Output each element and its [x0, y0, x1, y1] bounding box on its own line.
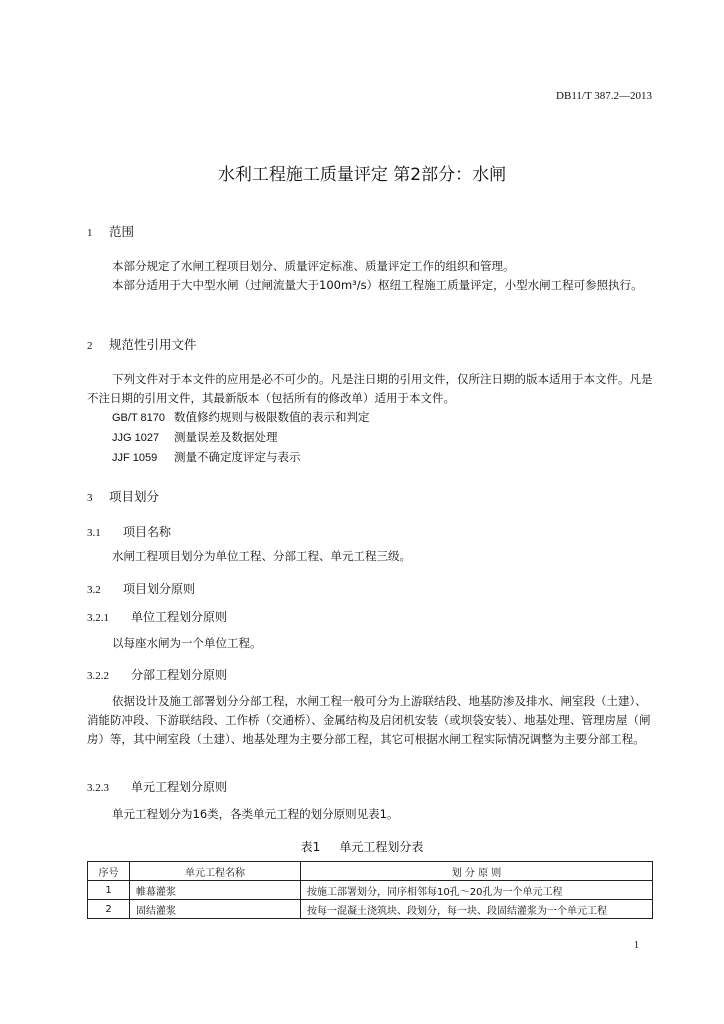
table-label: 表1: [300, 840, 321, 854]
row-index: 1: [88, 881, 130, 900]
table-title: 单元工程划分表: [339, 840, 424, 854]
document-title: 水利工程施工质量评定 第2部分：水闸: [217, 165, 507, 185]
table-row: [88, 881, 653, 900]
paragraph: 以每座水闸为一个单位工程。: [112, 636, 262, 650]
section-number: 2: [87, 340, 93, 352]
section-1-body: [87, 257, 654, 295]
paragraph: 下列文件对于本文件的应用是必不可少的。凡是注日期的引用文件，仅所注日期的版本适用于本文件。凡是不注日期的引用文件，其最新版本（包括所有的修改单）适用于本文件。: [87, 372, 653, 405]
column-header: 划 分 原 则: [301, 862, 653, 881]
reference-code: GB/T 8170: [112, 412, 165, 424]
unit-division-table: [87, 861, 653, 919]
reference-item: [112, 428, 370, 448]
section-title: 规范性引用文件: [109, 337, 197, 352]
section-number: 3.2.3: [87, 782, 109, 794]
reference-item: [112, 408, 370, 428]
section-1-heading: [87, 222, 134, 240]
section-3-2-heading: [87, 580, 195, 597]
section-3-2-3-heading: [87, 778, 227, 795]
section-title: 范围: [109, 224, 135, 239]
row-index: 2: [88, 900, 130, 919]
reference-title: 测量不确定度评定与表示: [174, 450, 301, 464]
reference-item: [112, 448, 370, 468]
section-number: 1: [87, 227, 93, 239]
section-title: 项目划分原则: [123, 582, 196, 596]
section-3-heading: [87, 487, 159, 505]
section-title: 项目划分: [109, 489, 160, 504]
section-title: 单元工程划分原则: [131, 780, 228, 794]
section-number: 3.1: [87, 527, 101, 539]
reference-title: 数值修约规则与极限数值的表示和判定: [174, 410, 370, 424]
reference-title: 测量误差及数据处理: [174, 430, 278, 444]
section-3-2-1-heading: [87, 608, 227, 625]
section-number: 3.2.2: [87, 670, 109, 682]
paragraph: 依据设计及施工部署划分分部工程，水闸工程一般可分为上游联结段、地基防渗及排水、闸室段（土建）、消能防冲段、下游联结段、工作桥（交通桥）、金属结构及启闭机安装（或坝袋安装）、地基处理、管理房屋（闸房）等，其中闸室段（土建）、地基处理为主要分部工程，其它可根据水闸工程实际情况调整为主要分部工程。: [87, 694, 651, 746]
column-header: 单元工程名称: [130, 862, 301, 881]
section-title: 单位工程划分原则: [131, 610, 228, 624]
section-title: 项目名称: [123, 525, 172, 539]
standard-code: DB11/T 387.2—2013: [556, 90, 652, 102]
table-caption: [0, 838, 724, 855]
paragraph: 水闸工程项目划分为单位工程、分部工程、单元工程三级。: [112, 549, 411, 563]
section-number: 3.2.1: [87, 612, 109, 624]
division-principle: 按每一混凝土浇筑块、段划分，每一块、段固结灌浆为一个单元工程: [301, 900, 653, 919]
section-title: 分部工程划分原则: [131, 668, 228, 682]
unit-name: 固结灌浆: [130, 900, 301, 919]
reference-list: [112, 408, 370, 468]
paragraph: 单元工程划分为16类，各类单元工程的划分原则见表1。: [112, 807, 399, 821]
section-3-1-heading: [87, 523, 171, 540]
column-header: 序号: [88, 862, 130, 881]
section-2-body: [87, 370, 654, 408]
section-2-heading: [87, 335, 197, 353]
division-principle: 按施工部署划分，同序相邻每10孔～20孔为一个单元工程: [301, 881, 653, 900]
section-3-2-2-heading: [87, 666, 227, 683]
reference-code: JJG 1027: [112, 432, 160, 444]
section-number: 3: [87, 492, 93, 504]
page-number: 1: [634, 940, 639, 951]
reference-code: JJF 1059: [112, 452, 158, 464]
paragraph: 本部分规定了水闸工程项目划分、质量评定标准、质量评定工作的组织和管理。: [112, 259, 515, 273]
table-row: [88, 900, 653, 919]
table-header-row: [88, 862, 653, 881]
unit-name: 帷幕灌浆: [130, 881, 301, 900]
section-number: 3.2: [87, 584, 101, 596]
paragraph: 本部分适用于大中型水闸（过闸流量大于100m³/s）枢纽工程施工质量评定，小型水闸工程可参照执行。: [112, 278, 643, 292]
